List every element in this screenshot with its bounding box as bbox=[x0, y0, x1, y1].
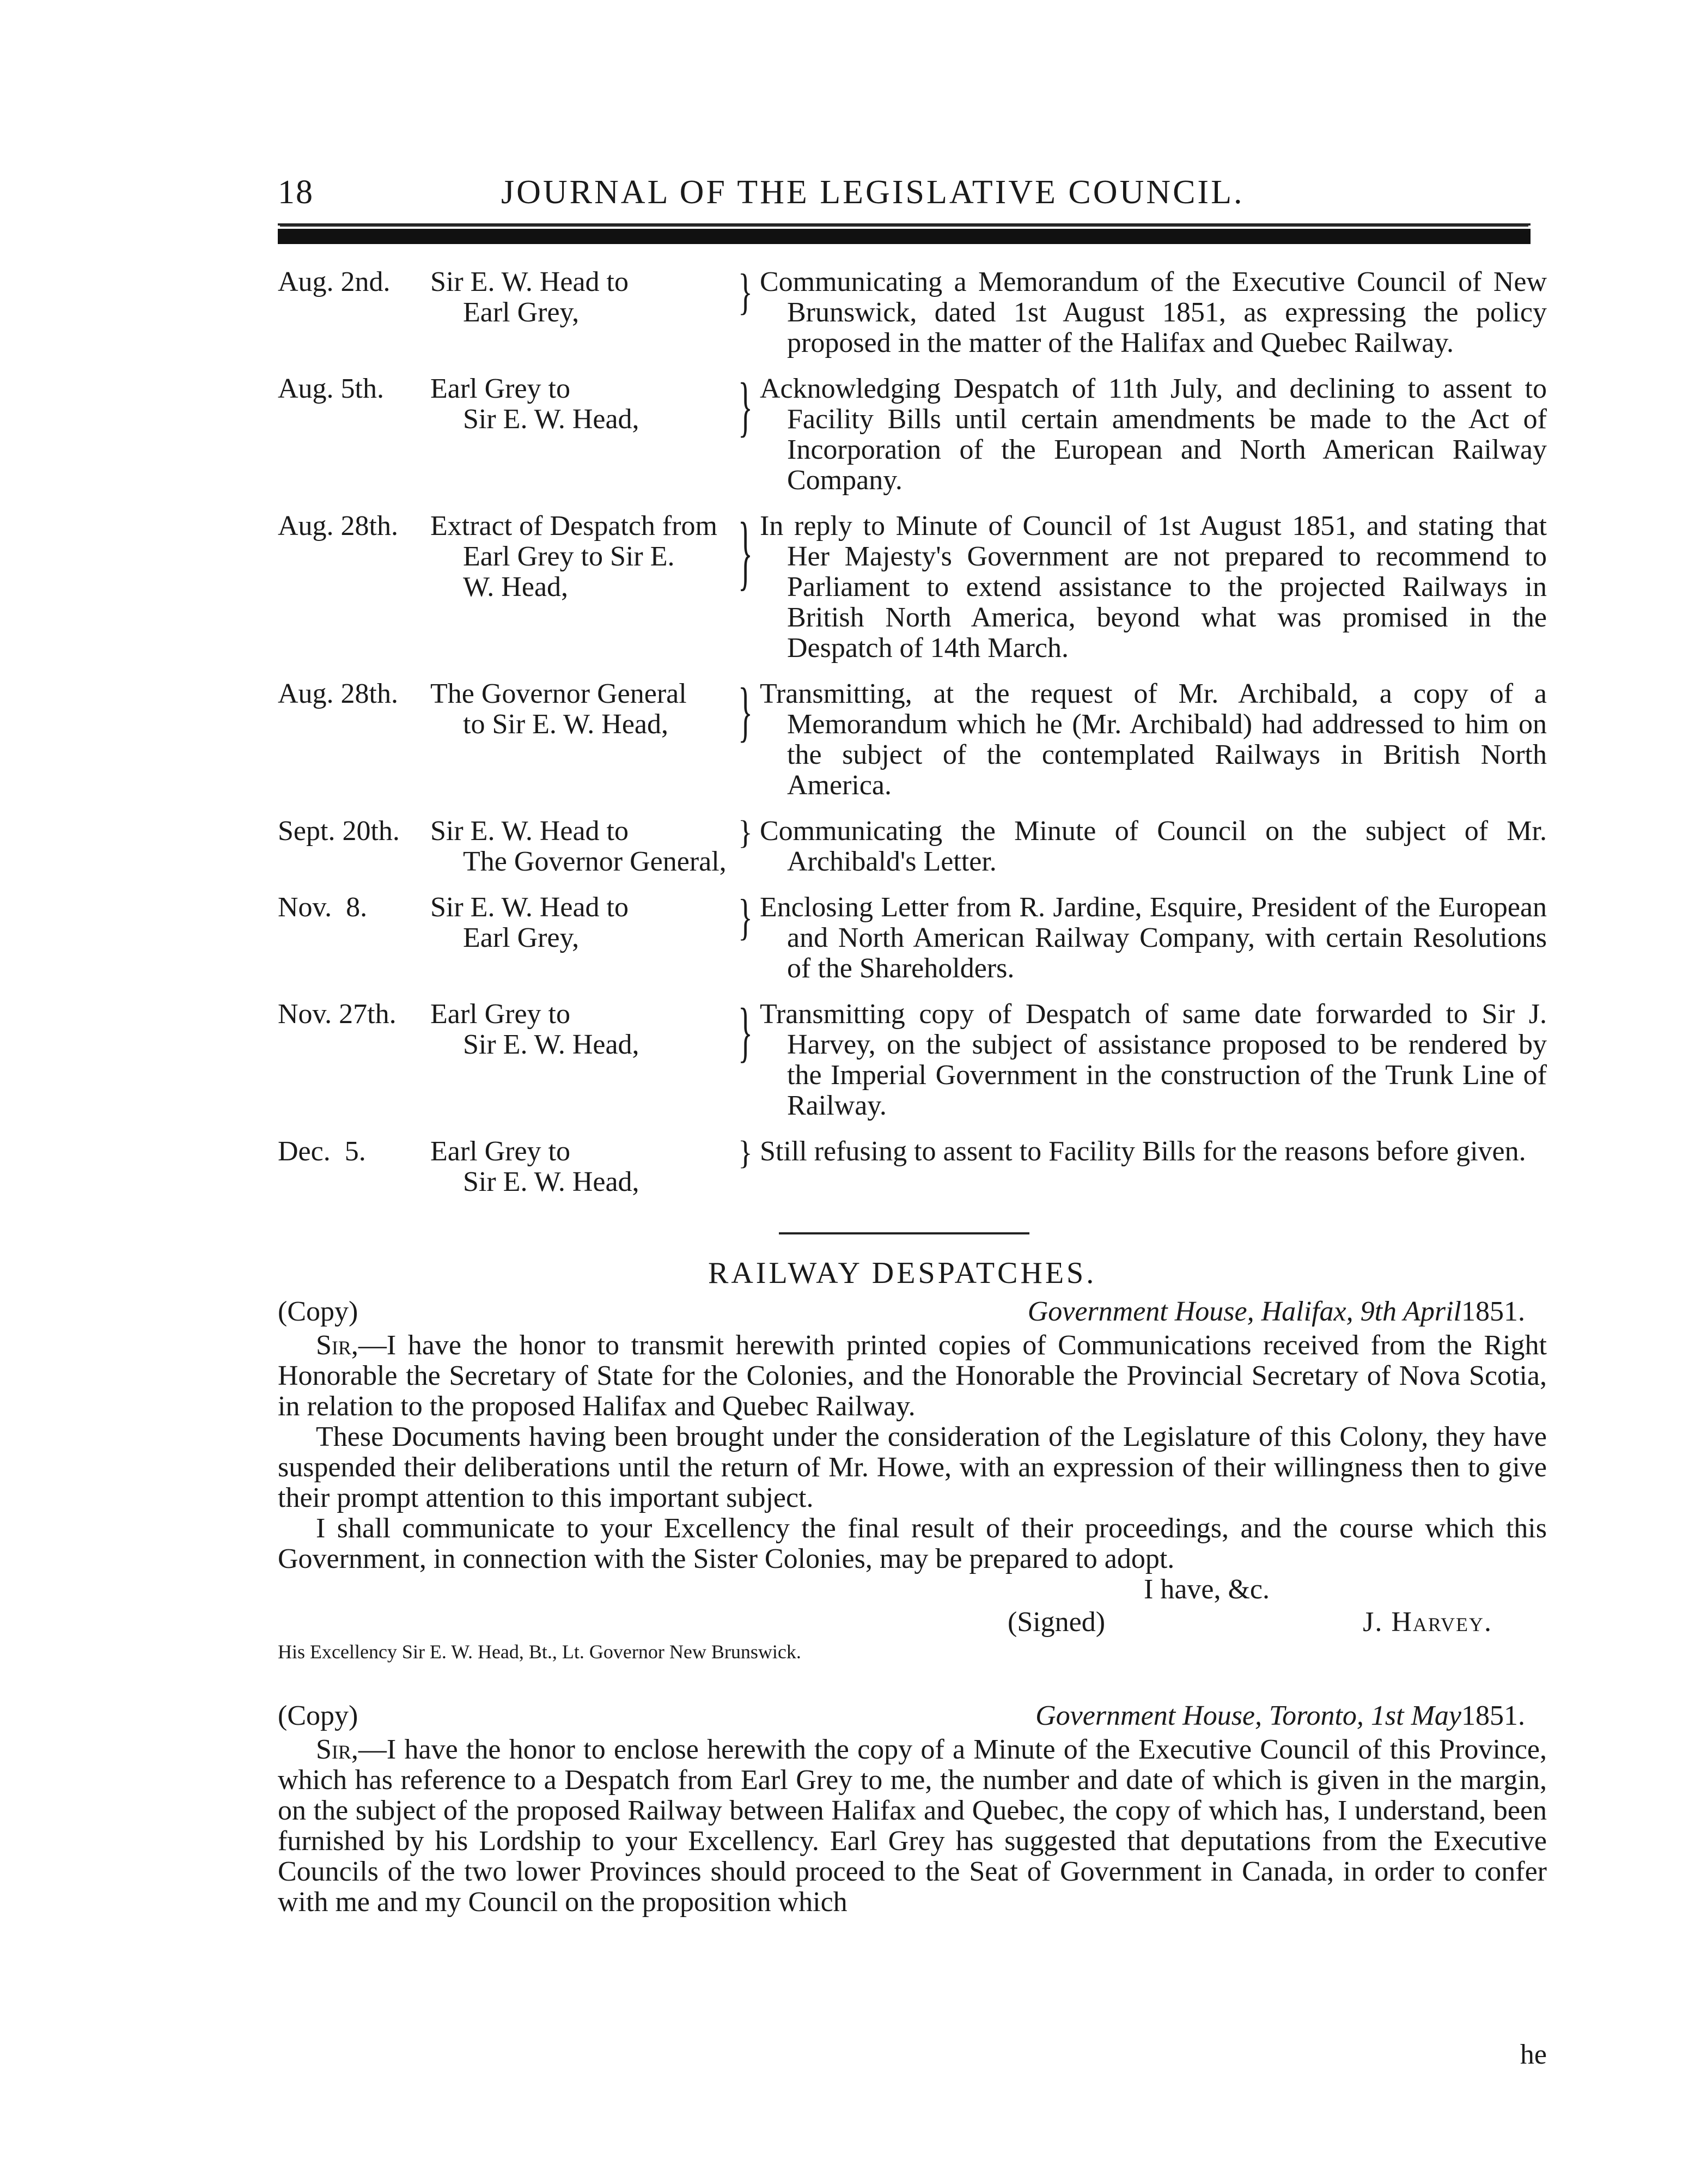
year-text: 1851. bbox=[1461, 1296, 1525, 1327]
despatch-date: Aug. 5th. bbox=[278, 373, 384, 404]
brace-glyph: } bbox=[738, 814, 753, 851]
despatch-from-line: The Governor General, bbox=[463, 846, 727, 877]
letter-paragraph bbox=[278, 1330, 1547, 1422]
brace-glyph: } bbox=[738, 370, 753, 445]
signed-label: (Signed) bbox=[1008, 1607, 1106, 1638]
despatch-from-line: to Sir E. W. Head, bbox=[463, 709, 668, 740]
letter-place-date bbox=[1035, 1701, 1525, 1731]
brace-glyph: } bbox=[738, 890, 753, 946]
despatch-subject-text: Communicating a Memorandum of the Executive Council of New Brunswick, dated 1st August 1851, as expressing the policy proposed in the matter of the Halifax and Quebec Railway. bbox=[760, 266, 1547, 358]
despatch-date: Sept. 20th. bbox=[278, 816, 400, 847]
salutation: Sir, bbox=[316, 1734, 358, 1765]
running-title: JOURNAL OF THE LEGISLATIVE COUNCIL. bbox=[501, 174, 1245, 211]
section-title: RAILWAY DESPATCHES. bbox=[708, 1256, 1097, 1290]
despatch-date: Aug. 28th. bbox=[278, 678, 398, 709]
despatch-subject bbox=[760, 1136, 1547, 1167]
despatch-from bbox=[430, 679, 735, 740]
despatch-row bbox=[278, 1134, 1547, 1197]
despatch-subject bbox=[760, 374, 1547, 496]
despatch-from-line: W. Head, bbox=[463, 571, 569, 603]
addressee: His Excellency Sir E. W. Head, Bt., Lt. Governor New Brunswick. bbox=[278, 1641, 801, 1663]
letter-heading bbox=[278, 1701, 1547, 1735]
signature-name: J. Harvey. bbox=[1363, 1607, 1492, 1638]
despatch-from bbox=[430, 1136, 735, 1197]
section-divider bbox=[779, 1232, 1029, 1234]
despatch-row bbox=[278, 892, 1547, 984]
despatch-from-line: Sir E. W. Head to bbox=[430, 266, 629, 297]
despatch-subject bbox=[760, 679, 1547, 801]
paragraph-text: —I have the honor to enclose herewith the copy of a Minute of the Executive Council of this Province, which has reference to a Despatch from Earl Grey to me, the number and date of which is given in the margin, on the subject of the proposed Railway between Halifax and Quebec, the copy of which has, I understand, been furnished by his Lordship to your Excellency. Earl Grey has suggested that deputations from the Executive Councils of the two lower Provinces should proceed to the Seat of Government in Canada, in order to confer with me and my Council on the proposition which bbox=[278, 1734, 1547, 1918]
despatch-from-line: Earl Grey to bbox=[430, 1136, 571, 1167]
despatch-subject-text: Acknowledging Despatch of 11th July, and declining to assent to Facility Bills until certain amendments be made to the Act of Incorporation of the European and North American Railway Company. bbox=[760, 373, 1547, 496]
year-text: 1851. bbox=[1461, 1700, 1525, 1731]
brace-glyph: } bbox=[738, 675, 753, 750]
letter-paragraph: These Documents having been brought under the consideration of the Legislature of this Colony, they have suspended their deliberations until the return of Mr. Howe, with an expression of their willingness then to give their prompt attention to this important subject. bbox=[278, 1421, 1547, 1513]
copy-label: (Copy) bbox=[278, 1296, 358, 1327]
despatch-date: Aug. 2nd. bbox=[278, 266, 391, 297]
despatch-from-line: Earl Grey to bbox=[430, 999, 571, 1030]
letter-heading bbox=[278, 1297, 1547, 1330]
letter-paragraph bbox=[278, 1735, 1547, 1918]
page-header bbox=[278, 173, 1547, 222]
despatch-subject-text: Transmitting, at the request of Mr. Archibald, a copy of a Memorandum which he (Mr. Archibald) had addressed to him on the subject of the contemplated Railways in British North America. bbox=[760, 678, 1547, 801]
despatch-row bbox=[278, 995, 1547, 1121]
despatch-from-line: Sir E. W. Head, bbox=[463, 1029, 639, 1060]
paragraph-text: —I have the honor to transmit herewith printed copies of Communications received from the Right Honorable the Secretary of State for the Colonies, and the Honorable the Provincial Secretary of Nova Scotia, in relation to the proposed Halifax and Quebec Railway. bbox=[278, 1330, 1547, 1422]
despatch-from-line: Earl Grey to Sir E. bbox=[463, 541, 675, 572]
despatch-from-line: Sir E. W. Head, bbox=[463, 1166, 639, 1197]
despatch-from bbox=[430, 267, 735, 328]
brace-glyph: } bbox=[738, 506, 753, 600]
brace-glyph: } bbox=[738, 995, 753, 1070]
header-rule-thin bbox=[278, 223, 1531, 226]
despatch-date: Nov. 8. bbox=[278, 892, 368, 923]
despatch-from-line: The Governor General bbox=[430, 678, 687, 709]
despatch-from-line: Sir E. W. Head to bbox=[430, 816, 629, 847]
despatch-date: Aug. 28th. bbox=[278, 510, 398, 542]
despatch-subject-text: Still refusing to assent to Facility Bills for the reasons before given. bbox=[760, 1136, 1526, 1167]
despatch-row bbox=[278, 264, 1547, 358]
closing-line bbox=[278, 1574, 1547, 1605]
header-rule-thick bbox=[278, 229, 1531, 244]
despatch-subject-text: Communicating the Minute of Council on the subject of Mr. Archibald's Letter. bbox=[760, 816, 1547, 877]
despatch-date: Nov. 27th. bbox=[278, 999, 397, 1030]
letter-halifax bbox=[278, 1297, 1547, 1664]
despatch-date: Dec. 5. bbox=[278, 1136, 366, 1167]
despatch-from-line: Earl Grey, bbox=[463, 297, 580, 328]
despatch-subject bbox=[760, 267, 1547, 358]
despatch-from-line: Sir E. W. Head to bbox=[430, 892, 629, 923]
closing-text: I have, &c. bbox=[1144, 1574, 1270, 1605]
despatch-from bbox=[430, 999, 735, 1060]
despatch-from-line: Sir E. W. Head, bbox=[463, 404, 639, 435]
brace-glyph: } bbox=[738, 264, 753, 320]
despatch-from bbox=[430, 816, 735, 877]
despatch-from bbox=[430, 374, 735, 435]
despatch-subject-text: In reply to Minute of Council of 1st August 1851, and stating that Her Majesty's Government are not prepared to recommend to Parliament to extend assistance to the projected Railways in British North America, beyond what was promised in the Despatch of 14th March. bbox=[760, 510, 1547, 664]
despatch-row bbox=[278, 506, 1547, 664]
place-text: Government House, Toronto, 1st May bbox=[1035, 1700, 1461, 1731]
despatch-row bbox=[278, 370, 1547, 496]
despatch-from bbox=[430, 511, 735, 603]
signature-line bbox=[278, 1605, 1547, 1638]
letter-place-date bbox=[1028, 1297, 1525, 1327]
salutation: Sir, bbox=[316, 1330, 358, 1361]
despatch-subject bbox=[760, 999, 1547, 1121]
despatch-from-line: Earl Grey to bbox=[430, 373, 571, 404]
despatch-subject-text: Transmitting copy of Despatch of same date forwarded to Sir J. Harvey, on the subject of assistance proposed to be rendered by the Imperial Government in the construction of the Trunk Line of Railway. bbox=[760, 999, 1547, 1121]
despatch-from-line: Extract of Despatch from bbox=[430, 510, 718, 542]
catchword: he bbox=[1520, 2039, 1547, 2070]
copy-label: (Copy) bbox=[278, 1700, 358, 1731]
despatch-subject-text: Enclosing Letter from R. Jardine, Esquire, President of the European and North American Railway Company, with certain Resolutions of the Shareholders. bbox=[760, 892, 1547, 984]
despatch-subject bbox=[760, 816, 1547, 877]
letter-toronto bbox=[278, 1701, 1547, 1918]
despatch-subject bbox=[760, 511, 1547, 664]
despatch-row bbox=[278, 675, 1547, 801]
page-number: 18 bbox=[278, 174, 314, 211]
despatch-from bbox=[430, 892, 735, 953]
letter-paragraph: I shall communicate to your Excellency the final result of their proceedings, and the course which this Government, in connection with the Sister Colonies, may be prepared to adopt. bbox=[278, 1513, 1547, 1574]
despatch-row bbox=[278, 816, 1547, 877]
despatch-list bbox=[278, 264, 1547, 1197]
despatch-subject bbox=[760, 892, 1547, 984]
place-text: Government House, Halifax, 9th April bbox=[1027, 1296, 1461, 1327]
brace-glyph: } bbox=[738, 1134, 753, 1172]
despatch-from-line: Earl Grey, bbox=[463, 922, 580, 953]
